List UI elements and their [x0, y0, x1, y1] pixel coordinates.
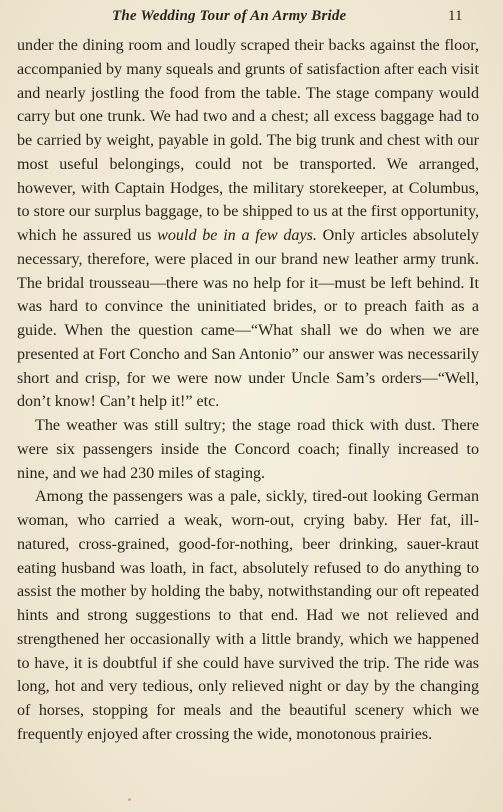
paragraph-1-italic: would be in a few days.: [157, 227, 317, 244]
paragraph-1-text-b: Only articles absolutely necessary, therefore, were placed in our brand new leather army trunk. The bridal trousseau—there was no help for it—must be left behind. It was hard to convince the uninitiated brides, or to preach faith as a guide. When the question came—“What shall we do when we are presented at Fort Concho and San Antonio” our answer was necessarily short and crisp, for we were now under Uncle Sam’s orders—“Well, don’t know! Can’t help it!” etc.: [17, 227, 479, 411]
paragraph-2: The weather was still sultry; the stage road thick with dust. There were six passengers inside the Concord coach; finally increased to nine, and we had 230 miles of staging.: [17, 417, 479, 482]
paragraph-1: [17, 34, 479, 414]
running-head: [0, 6, 503, 28]
paragraph-3: Among the passengers was a pale, sickly, tired-out looking German woman, who carried a weak, worn-out, crying baby. Her fat, ill-natured, cross-grained, good-for-nothing, beer drinking, sauer-kraut eating husband was loath, in fact, absolutely refused to do anything to assist the mother by holding the baby, notwithstanding our oft repeated hints and strong suggestions to that end. Had we not relieved and strengthened her occasionally with a little brandy, which we happened to have, it is doubtful if she could have survived the trip. The ride was long, hot and very tedious, only relieved night or day by the changing of horses, stopping for meals and the beautiful scenery which we frequently enjoyed after crossing the wide, monotonous prairies.: [17, 488, 479, 743]
body-text: [17, 34, 479, 747]
page-number: 11: [448, 8, 463, 24]
running-title: The Wedding Tour of An Army Bride: [112, 8, 347, 24]
paper-speck: [128, 798, 131, 801]
paragraph-1-text-a: under the dining room and loudly scraped their backs against the floor, accompanied by many squeals and grunts of satisfaction after each visit and nearly jostling the food from the table. The stage company would carry but one trunk. We had two and a chest; all excess baggage had to be carried by weight, payable in gold. The big trunk and chest with our most useful belongings, could not be transported. We arranged, however, with Captain Hodges, the military storekeeper, at Columbus, to store our surplus baggage, to be shipped to us at the first opportunity, which he assured us: [17, 37, 479, 244]
